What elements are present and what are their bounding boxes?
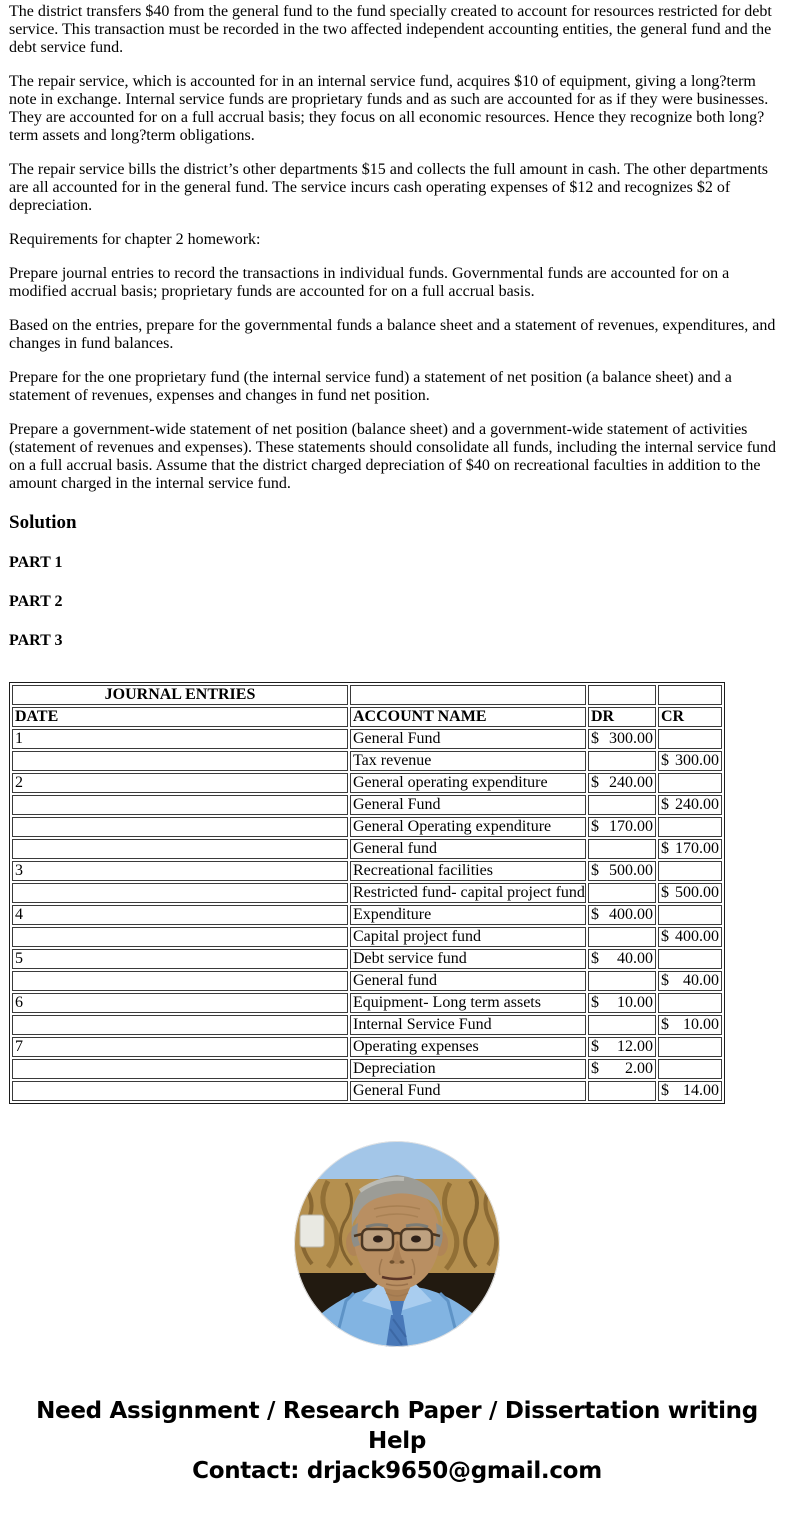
paragraph-repair-service-equipment: The repair service, which is accounted for in an internal service fund, acquires $10 of equipment, giving a long?term note in exchange. Internal service funds are proprietary funds and as such are accounted for as if they were businesses. They are accounted for on a full accrual basis; they focus on all economic resources. Hence they recognize both long?term assets and long?term obligations. [9,73,769,144]
cell-cr: $ 240.00 [658,795,722,815]
cell-account-name: Internal Service Fund [350,1015,586,1035]
cell-account-name: General Fund [350,729,586,749]
cell-date: 1 [12,729,348,749]
part-3-heading: PART 3 [9,632,63,649]
paragraph-requirement-balance-sheet: Based on the entries, prepare for the governmental funds a balance sheet and a statement of revenues, expenditures, and changes in fund balances. [9,317,776,352]
cell-cr: $ 10.00 [658,1015,722,1035]
cell-account-name: Expenditure [350,905,586,925]
cell-date: 6 [12,993,348,1013]
footer-contact-banner [9,1396,785,1486]
cell-date: 3 [12,861,348,881]
column-header-date: DATE [12,707,348,727]
cell-cr: $ 40.00 [658,971,722,991]
cell-dr [588,795,656,815]
cell-dr [588,1015,656,1035]
cell-cr: $ 300.00 [658,751,722,771]
table-row [12,993,722,1013]
photo-switch-plate [300,1215,324,1247]
table-row [12,773,722,793]
paragraph-transfer: The district transfers $40 from the general fund to the fund specially created to account for resources restricted for debt service. This transaction must be recorded in the two affected independent accounting entities, the general fund and the debt service fund. [9,3,772,56]
cell-dr: $ 400.00 [588,905,656,925]
cell-date [12,971,348,991]
cell-account-name: General fund [350,971,586,991]
table-row [12,1037,722,1057]
footer-contact-email: Contact: drjack9650@gmail.com [192,1458,602,1484]
cell-account-name: Capital project fund [350,927,586,947]
cell-date [12,1059,348,1079]
cell-date: 7 [12,1037,348,1057]
table-title-cell: JOURNAL ENTRIES [12,685,348,705]
table-row [12,729,722,749]
cell-account-name: General Fund [350,1081,586,1101]
paragraph-requirement-proprietary-fund: Prepare for the one proprietary fund (the internal service fund) a statement of net position (a balance sheet) and a statement of revenues, expenses and changes in fund net position. [9,369,732,404]
cell-account-name: Debt service fund [350,949,586,969]
table-row [12,927,722,947]
cell-cr: $ 170.00 [658,839,722,859]
footer-help-line: Need Assignment / Research Paper / Dissertation writing Help [36,1398,758,1454]
table-row [12,949,722,969]
cell-account-name: Recreational facilities [350,861,586,881]
cell-date [12,1015,348,1035]
table-row [12,817,722,837]
cell-cr: $ 500.00 [658,883,722,903]
table-row [12,795,722,815]
empty-cell [588,685,656,705]
paragraph-requirements-intro: Requirements for chapter 2 homework: [9,231,261,248]
table-row [12,1081,722,1101]
cell-date [12,751,348,771]
cell-cr: $ 14.00 [658,1081,722,1101]
table-row [12,971,722,991]
cell-dr: $ 170.00 [588,817,656,837]
cell-cr: $ 400.00 [658,927,722,947]
cell-dr [588,927,656,947]
cell-account-name: General operating expenditure [350,773,586,793]
cell-dr: $ 40.00 [588,949,656,969]
cell-dr: $ 240.00 [588,773,656,793]
cell-date: 2 [12,773,348,793]
cell-cr [658,949,722,969]
cell-account-name: Depreciation [350,1059,586,1079]
table-row [12,883,722,903]
cell-dr [588,839,656,859]
cell-cr [658,729,722,749]
paragraph-requirement-journal-entries: Prepare journal entries to record the transactions in individual funds. Governmental funds are accounted for on a modified accrual basis; proprietary funds are accounted for on a full accrual basis. [9,265,730,300]
table-row [12,1059,722,1079]
cell-cr [658,1059,722,1079]
cell-dr [588,751,656,771]
cell-dr [588,971,656,991]
cell-cr [658,773,722,793]
cell-account-name: Operating expenses [350,1037,586,1057]
cell-dr: $ 300.00 [588,729,656,749]
cell-dr: $ 2.00 [588,1059,656,1079]
empty-cell [350,685,586,705]
cell-date [12,817,348,837]
cell-dr: $ 12.00 [588,1037,656,1057]
cell-account-name: Tax revenue [350,751,586,771]
table-title-row [12,685,722,705]
cell-account-name: Restricted fund- capital project fund [350,883,586,903]
table-header-row [12,707,722,727]
cell-date [12,883,348,903]
cell-cr [658,817,722,837]
cell-date [12,927,348,947]
table-row [12,839,722,859]
table-row [12,1015,722,1035]
journal-entries-table [9,682,725,1104]
portrait-photo [294,1141,500,1347]
cell-account-name: General fund [350,839,586,859]
portrait-photo-container [9,1141,785,1347]
column-header-cr: CR [658,707,722,727]
cell-dr: $ 10.00 [588,993,656,1013]
cell-dr [588,1081,656,1101]
cell-account-name: General Operating expenditure [350,817,586,837]
part-2-heading: PART 2 [9,593,63,610]
solution-heading: Solution [9,512,77,533]
cell-date [12,795,348,815]
cell-date [12,839,348,859]
cell-dr: $ 500.00 [588,861,656,881]
empty-cell [658,685,722,705]
column-header-dr: DR [588,707,656,727]
table-row [12,905,722,925]
cell-cr [658,861,722,881]
table-row [12,751,722,771]
part-1-heading: PART 1 [9,554,63,571]
cell-cr [658,1037,722,1057]
paragraph-repair-service-billing: The repair service bills the district’s other departments $15 and collects the full amount in cash. The other departments are all accounted for in the general fund. The service incurs cash operating expenses of $12 and recognizes $2 of depreciation. [9,161,769,214]
cell-cr [658,993,722,1013]
cell-account-name: General Fund [350,795,586,815]
paragraph-requirement-government-wide: Prepare a government-wide statement of net position (balance sheet) and a government-wide statement of activities (statement of revenues and expenses). These statements should consolidate all funds, including the internal service fund on a full accrual basis. Assume that the district charged depreciation of $40 on recreational faculties in addition to the amount charged in the internal service fund. [9,421,777,492]
cell-date [12,1081,348,1101]
cell-cr [658,905,722,925]
column-header-account-name: ACCOUNT NAME [350,707,586,727]
cell-date: 5 [12,949,348,969]
table-row [12,861,722,881]
cell-date: 4 [12,905,348,925]
cell-account-name: Equipment- Long term assets [350,993,586,1013]
cell-dr [588,883,656,903]
